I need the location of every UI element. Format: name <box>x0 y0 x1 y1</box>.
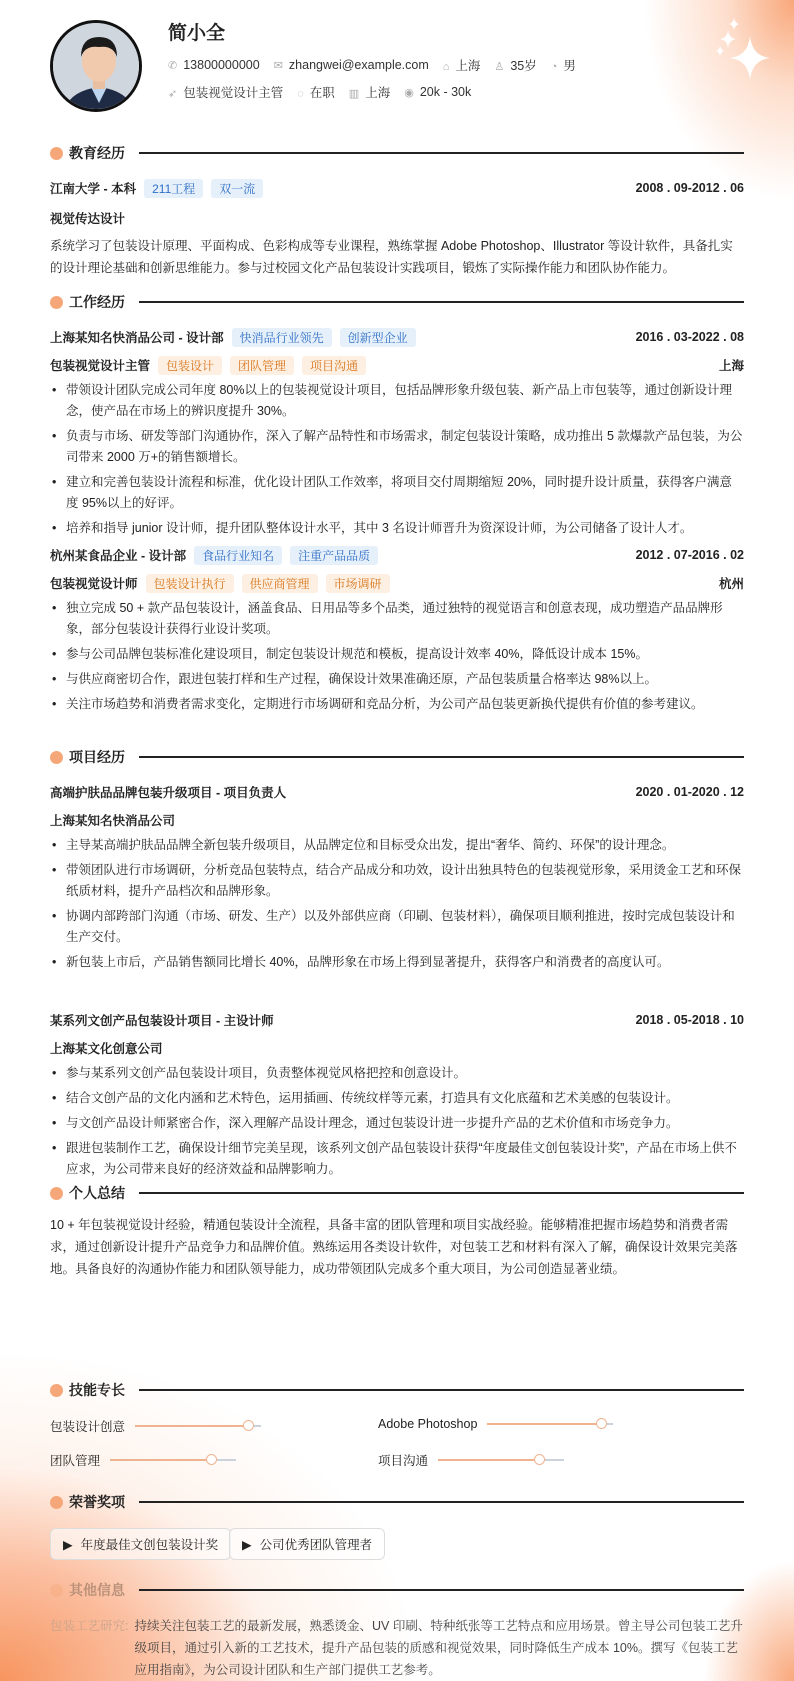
skill-item <box>50 1417 261 1435</box>
bullet-list <box>50 1063 744 1180</box>
status: 在职 <box>309 86 335 100</box>
role: 包装视觉设计师 <box>50 577 138 591</box>
skill-knob <box>206 1454 217 1465</box>
role-left <box>50 574 390 593</box>
date: 2016 . 03-2022 . 08 <box>635 330 744 344</box>
project-company: 上海某知名快消品公司 <box>50 814 176 828</box>
skill-name: 项目沟通 <box>378 1454 429 1468</box>
position: 包装视觉设计主管 <box>183 86 284 100</box>
section-other <box>50 1580 744 1600</box>
education-desc: 系统学习了包装设计原理、平面构成、色彩构成等专业课程，熟练掌握 Adobe Photoshop、Illustrator 等设计软件，具备扎实的设计理论基础和创新思维能力。参与过校园文化产品包装设计实践项目，锻炼了实际操作能力和团队协作能力。 <box>50 239 733 275</box>
major: 视觉传达设计 <box>50 212 126 226</box>
date: 2018 . 05-2018 . 10 <box>635 1013 744 1027</box>
gender-icon: ◔ <box>550 61 558 73</box>
company-tag: 创新型企业 <box>340 328 416 347</box>
list-item: • 关注市场趋势和消费者需求变化，定期进行市场调研和竞品分析，为公司产品包装更新换代提供有价值的参考建议。 <box>50 694 744 715</box>
list-item: • 参与某系列文创产品包装设计项目，负责整体视觉风格把控和创意设计。 <box>50 1063 744 1084</box>
company-left <box>50 546 378 565</box>
skill-fill <box>438 1459 539 1461</box>
section-work <box>50 292 744 312</box>
role-tag: 市场调研 <box>326 574 390 593</box>
list-item: • 结合文创产品的文化内涵和艺术特色，运用插画、传统纹样等元素，打造具有文化底蕴和艺术美感的包装设计。 <box>50 1088 744 1109</box>
list-item: • 新包装上市后，产品销售额同比增长 40%，品牌形象在市场上得到显著提升，获得客户和消费者的高度认可。 <box>50 952 744 973</box>
project-row <box>50 781 744 803</box>
company: 杭州某食品企业 - 设计部 <box>50 549 187 563</box>
work-city: 杭州 <box>718 577 744 591</box>
role-tag: 项目沟通 <box>302 356 366 375</box>
tag: 双一流 <box>211 179 263 198</box>
sparkle-icon <box>712 18 772 84</box>
company-row <box>50 544 744 566</box>
home-icon: ⌂ <box>442 61 450 73</box>
section-skills <box>50 1380 744 1400</box>
list-item: • 主导某高端护肤品品牌全新包装升级项目，从品牌定位和目标受众出发，提出“奢华、简约、环保”的设计理念。 <box>50 835 744 856</box>
summary-icon <box>50 1187 63 1200</box>
email-icon: ✉ <box>273 60 283 72</box>
salary: 20k - 30k <box>419 85 472 99</box>
candidate-name: 简小全 <box>168 23 226 44</box>
skill-knob <box>243 1420 254 1431</box>
list-item: • 带领团队进行市场调研，分析竞品包装特点，结合产品成分和功效，设计出独具特色的包装视觉形象，采用烫金工艺和环保纸质材料，提升产品档次和品牌形象。 <box>50 860 744 902</box>
project-name: 高端护肤品品牌包装升级项目 - 项目负责人 <box>50 786 287 800</box>
skill-slider <box>110 1459 236 1461</box>
education-entry <box>50 177 744 279</box>
role-tag: 供应商管理 <box>242 574 318 593</box>
role-tag: 包装设计执行 <box>146 574 234 593</box>
section-title: 技能专长 <box>69 1382 125 1398</box>
section-title: 项目经历 <box>69 749 125 765</box>
other-icon <box>50 1584 63 1597</box>
section-title: 荣誉奖项 <box>69 1494 125 1510</box>
target-city: 上海 <box>365 86 391 100</box>
section-title: 个人总结 <box>69 1185 125 1201</box>
company: 上海某知名快消品公司 - 设计部 <box>50 331 224 345</box>
company-row <box>50 326 744 348</box>
other-label: 包装工艺研究: <box>50 1619 129 1633</box>
list-item: • 与文创产品设计师紧密合作，深入理解产品设计理念，通过包装设计进一步提升产品的艺术价值和市场竞争力。 <box>50 1113 744 1134</box>
project-icon <box>50 751 63 764</box>
school: 江南大学 - 本科 <box>50 182 137 196</box>
project-company-row <box>50 1037 744 1059</box>
skill-fill <box>110 1459 211 1461</box>
role-tag: 包装设计 <box>158 356 222 375</box>
work-icon <box>50 296 63 309</box>
date: 2012 . 07-2016 . 02 <box>635 548 744 562</box>
award-icon <box>50 1496 63 1509</box>
role-tag: 团队管理 <box>230 356 294 375</box>
building-icon: ▥ <box>348 88 360 100</box>
list-item: • 带领设计团队完成公司年度 80%以上的包装视觉设计项目，包括品牌形象升级包装、新产品上市包装等，通过创新设计理念，使产品在市场上的辨识度提升 30%。 <box>50 380 744 422</box>
section-title: 其他信息 <box>69 1582 125 1598</box>
project-row <box>50 1009 744 1031</box>
other-text: 持续关注包装工艺的最新发展，熟悉烫金、UV 印刷、特种纸张等工艺特点和应用场景。曾主导公司包装工艺升级项目，通过引入新的工艺技术，提升产品包装的质感和视觉效果，同时降低生产成本 10%。撰写《包装工艺应用指南》，为公司设计团队和生产部门提供工艺参考。 <box>134 1619 743 1677</box>
city: 上海 <box>455 59 481 73</box>
award-name: 公司优秀团队管理者 <box>259 1538 373 1552</box>
skill-fill <box>487 1423 600 1425</box>
company-tag: 注重产品品质 <box>290 546 378 565</box>
work-entry <box>50 326 744 539</box>
skill-item <box>378 1417 613 1431</box>
list-item: • 培养和指导 junior 设计师，提升团队整体设计水平，其中 3 名设计师晋升为资深设计师，为公司储备了设计人才。 <box>50 518 744 539</box>
project-entry <box>50 1009 744 1180</box>
skill-name: Adobe Photoshop <box>378 1417 478 1431</box>
other-entry <box>50 1615 744 1681</box>
award-name: 年度最佳文创包装设计奖 <box>80 1538 219 1552</box>
work-city: 上海 <box>718 359 744 373</box>
skill-slider <box>135 1425 261 1427</box>
date: 2020 . 01-2020 . 12 <box>635 785 744 799</box>
company-tag: 食品行业知名 <box>194 546 282 565</box>
list-item: • 建立和完善包装设计流程和标准，优化设计团队工作效率，将项目交付周期缩短 20%，同时提升设计质量，获得客户满意度 95%以上的好评。 <box>50 472 744 514</box>
award-badge <box>229 1528 385 1560</box>
salary-icon: ◉ <box>404 87 414 99</box>
project-company: 上海某文化创意公司 <box>50 1042 163 1056</box>
skill-slider <box>438 1459 564 1461</box>
summary-text: 10 + 年包装视觉设计经验，精通包装设计全流程，具备丰富的团队管理和项目实战经验。能够精准把握市场趋势和消费者需求，通过创新设计提升产品竞争力和品牌价值。熟练运用各类设计软件，对包装工艺和材料有深入了解，确保设计效果完美落地。具备良好的沟通协作能力和团队领导能力，成功带领团队完成多个重大项目，为公司创造显著业绩。 <box>50 1218 738 1276</box>
skill-item <box>50 1451 236 1469</box>
company-tag: 快消品行业领先 <box>232 328 332 347</box>
section-summary <box>50 1183 744 1203</box>
award-badge <box>50 1528 231 1560</box>
project-name: 某系列文创产品包装设计项目 - 主设计师 <box>50 1014 274 1028</box>
list-item: • 与供应商密切合作，跟进包装打样和生产过程，确保设计效果准确还原，产品包装质量合格率达 98%以上。 <box>50 669 744 690</box>
send-icon: ➶ <box>168 88 178 100</box>
bullet-list <box>50 380 744 539</box>
status-icon: ◌ <box>297 88 304 100</box>
role: 包装视觉设计主管 <box>50 359 151 373</box>
job-intent-row <box>168 83 471 101</box>
skill-fill <box>135 1425 248 1427</box>
list-item: • 参与公司品牌包装标准化建设项目，制定包装设计规范和模板，提高设计效率 40%，降低设计成本 15%。 <box>50 644 744 665</box>
bullet-list <box>50 598 744 715</box>
skill-knob <box>596 1418 607 1429</box>
skill-name: 包装设计创意 <box>50 1420 126 1434</box>
section-education <box>50 143 744 163</box>
date: 2008 . 09-2012 . 06 <box>635 181 744 195</box>
bullet-list <box>50 835 744 973</box>
project-company-row <box>50 809 744 831</box>
section-projects <box>50 747 744 767</box>
phone-icon: ✆ <box>168 60 178 72</box>
list-item: • 跟进包装制作工艺，确保设计细节完美呈现，该系列文创产品包装设计获得“年度最佳文创包装设计奖”，产品在市场上供不应求，为公司带来良好的经济效益和品牌影响力。 <box>50 1138 744 1180</box>
skill-slider <box>487 1423 613 1425</box>
skill-item <box>378 1451 564 1469</box>
list-item: • 负责与市场、研发等部门沟通协作，深入了解产品特性和市场需求，制定包装设计策略，成功推出 5 款爆款产品包装，为公司带来 2000 万+的销售额增长。 <box>50 426 744 468</box>
age-icon: ♙ <box>494 61 505 73</box>
skills-icon <box>50 1384 63 1397</box>
section-title: 工作经历 <box>69 294 125 310</box>
contact-row <box>168 56 576 74</box>
section-title: 教育经历 <box>69 145 125 161</box>
role-row <box>50 572 744 594</box>
list-item: • 独立完成 50 + 款产品包装设计，涵盖食品、日用品等多个品类，通过独特的视觉语言和创意表现，成功塑造产品品牌形象，部分包装设计获得行业设计奖项。 <box>50 598 744 640</box>
list-item: • 协调内部跨部门沟通（市场、研发、生产）以及外部供应商（印刷、包装材料），确保项目顺利推进，按时完成包装设计和生产交付。 <box>50 906 744 948</box>
gender: 男 <box>563 59 576 73</box>
tag: 211工程 <box>144 179 203 198</box>
age: 35岁 <box>510 59 537 73</box>
email: zhangwei@example.com <box>288 58 429 72</box>
skill-knob <box>534 1454 545 1465</box>
avatar <box>50 20 142 112</box>
section-awards <box>50 1492 744 1512</box>
role-left <box>50 356 366 375</box>
company-left <box>50 328 416 347</box>
skill-name: 团队管理 <box>50 1454 101 1468</box>
triangle-icon: ▶ <box>242 1537 252 1552</box>
education-icon <box>50 147 63 160</box>
phone: 13800000000 <box>183 58 260 72</box>
project-entry <box>50 781 744 973</box>
triangle-icon: ▶ <box>63 1537 73 1552</box>
role-row <box>50 354 744 376</box>
work-entry <box>50 544 744 715</box>
